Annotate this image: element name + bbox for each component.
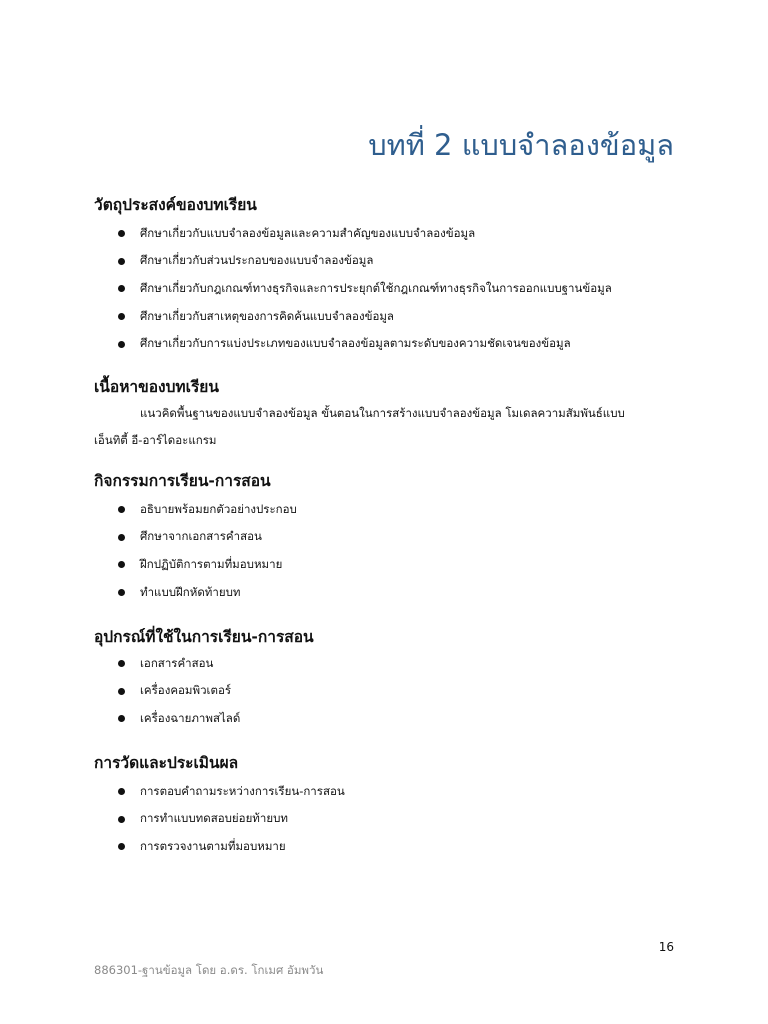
bullet-icon — [118, 660, 125, 667]
activities-heading: กิจกรรมการเรียน-การสอน — [94, 472, 271, 490]
activity-text: ทำแบบฝึกหัดท้ายบท — [140, 584, 241, 599]
bullet-icon — [118, 816, 125, 823]
list-item — [118, 275, 612, 303]
bullet-icon — [118, 313, 125, 320]
material-text: เอกสารคำสอน — [140, 655, 214, 670]
bullet-icon — [118, 341, 125, 348]
chapter-title: บทที่ 2 แบบจำลองข้อมูล — [368, 128, 674, 162]
page-number: 16 — [658, 940, 674, 954]
content-line-2: เอ็นทิตี้ อี-อาร์ไดอะแกรม — [94, 433, 217, 447]
bullet-icon — [118, 258, 125, 265]
material-text: เครื่องฉายภาพสไลด์ — [140, 710, 241, 725]
objective-text: ศึกษาเกี่ยวกับสาเหตุของการคิดค้นแบบจำลองข้อมูล — [140, 308, 394, 323]
list-item — [118, 678, 240, 706]
objectives-heading: วัตถุประสงค์ของบทเรียน — [94, 196, 257, 214]
bullet-icon — [118, 843, 125, 850]
content-paragraph — [94, 400, 674, 454]
objective-text: ศึกษาเกี่ยวกับแบบจำลองข้อมูลและความสำคัญของแบบจำลองข้อมูล — [140, 225, 476, 240]
bullet-icon — [118, 285, 125, 292]
content-line-1: แนวคิดพื้นฐานของแบบจำลองข้อมูล ขั้นตอนในการสร้างแบบจำลองข้อมูล โมเดลความสัมพันธ์แบบ — [140, 406, 625, 420]
bullet-icon — [118, 561, 125, 568]
bullet-icon — [118, 715, 125, 722]
list-item — [118, 248, 612, 276]
list-item — [118, 551, 297, 579]
activity-text: อธิบายพร้อมยกตัวอย่างประกอบ — [140, 501, 297, 516]
list-item — [118, 220, 612, 248]
list-item — [118, 496, 297, 524]
materials-list — [118, 650, 240, 733]
bullet-icon — [118, 230, 125, 237]
bullet-icon — [118, 534, 125, 541]
list-item — [118, 303, 612, 331]
evaluation-list — [118, 778, 345, 861]
content-heading: เนื้อหาของบทเรียน — [94, 378, 219, 396]
objective-text: ศึกษาเกี่ยวกับการแบ่งประเภทของแบบจำลองข้อมูลตามระดับของความชัดเจนของข้อมูล — [140, 336, 571, 351]
objective-text: ศึกษาเกี่ยวกับกฎเกณฑ์ทางธุรกิจและการประยุกต์ใช้กฎเกณฑ์ทางธุรกิจในการออกแบบฐานข้อมูล — [140, 280, 612, 295]
list-item — [118, 650, 240, 678]
evaluation-text: การทำแบบทดสอบย่อยท้ายบท — [140, 811, 288, 826]
activities-list — [118, 496, 297, 606]
list-item — [118, 330, 612, 358]
bullet-icon — [118, 688, 125, 695]
bullet-icon — [118, 506, 125, 513]
material-text: เครื่องคอมพิวเตอร์ — [140, 683, 232, 698]
footer-text: 886301-ฐานข้อมูล โดย อ.ดร. โกเมศ อัมพวัน — [94, 963, 324, 977]
list-item — [118, 705, 240, 733]
list-item — [118, 778, 345, 806]
evaluation-text: การตอบคำถามระหว่างการเรียน-การสอน — [140, 783, 345, 798]
activity-text: ฝึกปฏิบัติการตามที่มอบหมาย — [140, 556, 283, 571]
activity-text: ศึกษาจากเอกสารคำสอน — [140, 529, 262, 544]
list-item — [118, 806, 345, 834]
objectives-list — [118, 220, 612, 358]
list-item — [118, 579, 297, 607]
objective-text: ศึกษาเกี่ยวกับส่วนประกอบของแบบจำลองข้อมูล — [140, 253, 374, 268]
materials-heading: อุปกรณ์ที่ใช้ในการเรียน-การสอน — [94, 628, 314, 646]
list-item — [118, 524, 297, 552]
list-item — [118, 833, 345, 861]
evaluation-heading: การวัดและประเมินผล — [94, 754, 239, 772]
bullet-icon — [118, 788, 125, 795]
bullet-icon — [118, 589, 125, 596]
evaluation-text: การตรวจงานตามที่มอบหมาย — [140, 838, 286, 853]
